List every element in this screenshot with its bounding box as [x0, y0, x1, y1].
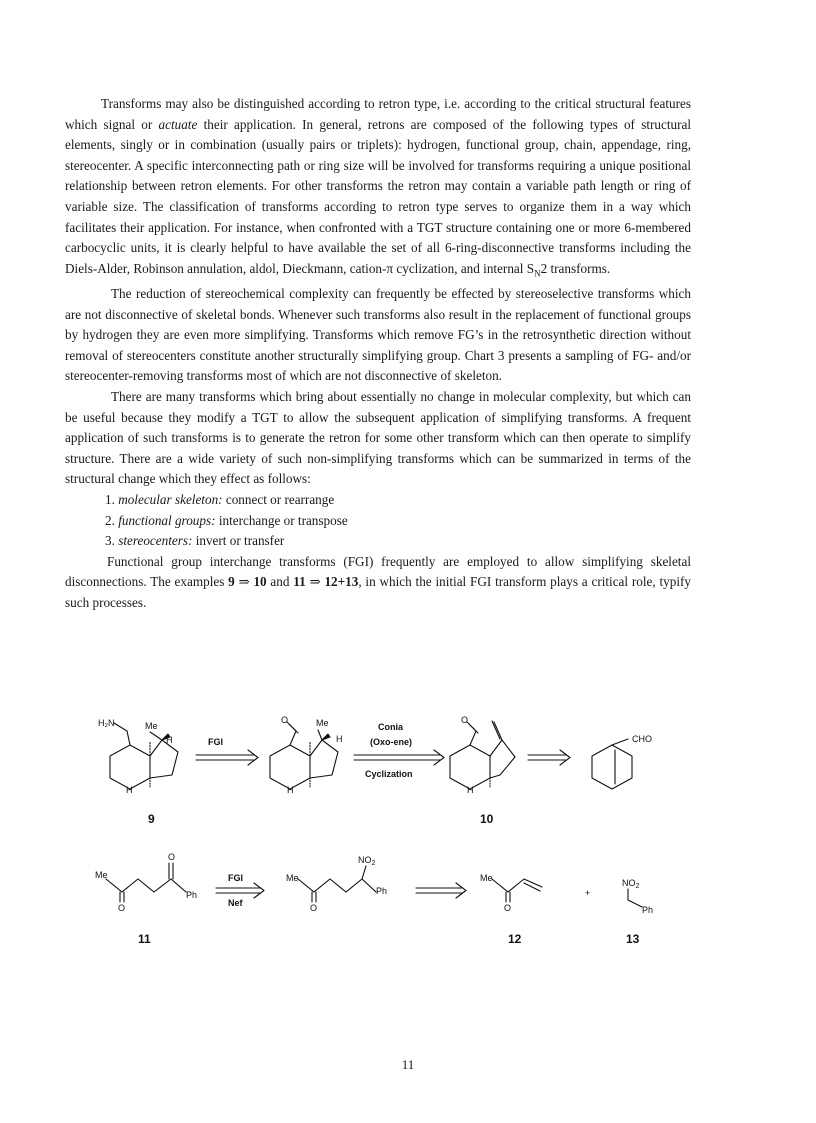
- compound-ref: 10: [253, 574, 267, 590]
- subscript-n: N: [534, 268, 541, 279]
- nitro-intermediate-structure: [286, 855, 387, 913]
- page-number: 11: [401, 1057, 415, 1072]
- oxygen-label: O: [504, 903, 512, 913]
- list-term: molecular skeleton:: [118, 491, 223, 507]
- compound-ref: 12+13: [324, 574, 359, 590]
- text-run: Functional group interchange transforms (FGI) frequently are employed to allow simplifying skeletal disconnections. The examples: [65, 553, 691, 590]
- emphasis-actuate: actuate: [158, 116, 198, 132]
- list-term: stereocenters:: [118, 533, 193, 549]
- arrow-label-fgi: FGI: [228, 873, 243, 883]
- compound-11-structure: [95, 852, 197, 913]
- list-text: interchange or transpose: [215, 512, 348, 528]
- list-number: 1.: [105, 491, 115, 507]
- phenyl-label: Ph: [642, 905, 654, 915]
- plus-sign: +: [585, 888, 591, 898]
- methyl-label: Me: [145, 721, 158, 731]
- text-run: cyclization, and internal S: [393, 260, 535, 276]
- hydrogen-label: H: [287, 785, 294, 795]
- arrow-label-nef: Nef: [228, 898, 243, 908]
- paragraph-non-simplifying: There are many transforms which bring about essentially no change in molecular complexity, but which can be useful because they modify a TGT to allow the subsequent application of simplifying transforms. A frequent application of such transforms is to generate the retron for some other transform which can then operate to simplify structure. There are a wide variety of such non-simplifying transforms which can be summarized in terms of the structural change which they effect as follows:: [65, 388, 691, 487]
- phenyl-label: Ph: [186, 890, 198, 900]
- oxygen-label: O: [461, 715, 469, 725]
- scheme-2: [95, 852, 653, 946]
- compound-13-structure: [622, 878, 653, 915]
- methyl-label: Me: [480, 873, 493, 883]
- pi-symbol: π: [386, 260, 394, 276]
- oxygen-label: O: [168, 852, 176, 862]
- fgi-nef-retro-arrow: [216, 873, 264, 908]
- nitro-label: $NO_2$: [358, 855, 376, 867]
- compound-10-structure: [450, 715, 515, 795]
- nitro-label: $NO_2$: [622, 878, 640, 890]
- arrow-label-fgi: FGI: [208, 737, 223, 747]
- retro-arrow: [416, 883, 466, 898]
- text-run: their application. In general, retrons are composed of the following types of structural elements, singly or in combination (usually pairs or triplets): hydrogen, functional group, chain, appendage, ring, stereocenter. A specific interconnecting path or ring size will be involved for transforms requiring a unique positional relationship between retron elements. For other transforms the retron may contain a variable path length or ring of variable size. The classification of transforms according to retron type serves to organize them in a way which facilitates their application. For instance, when confronted with a TGT structure containing one or more 6-membered carbocyclic units, it is clearly helpful to have available the set of all 6-ring-disconnective transforms including the Diels-Alder, Robinson annulation, aldol, Dieckmann, cation-: [65, 116, 691, 276]
- methyl-label: Me: [316, 718, 329, 728]
- methyl-label: Me: [286, 873, 299, 883]
- hydrogen-label: H: [336, 734, 343, 744]
- compound-9-structure: [98, 718, 178, 795]
- compound-label-11: 11: [138, 932, 151, 946]
- phenyl-label: Ph: [376, 886, 388, 896]
- list-term: functional groups:: [118, 512, 216, 528]
- text-run: 2 transforms.: [540, 260, 611, 276]
- list-text: connect or rearrange: [222, 491, 335, 507]
- list-number: 2.: [105, 512, 115, 528]
- conia-retro-arrow: [354, 722, 444, 779]
- oxygen-label: O: [281, 715, 289, 725]
- amine-label: H₂N: [98, 718, 115, 728]
- compound-label-13: 13: [626, 932, 640, 946]
- aldehyde-label: CHO: [632, 734, 652, 744]
- arrow-label-cyclization: Cyclization: [365, 769, 413, 779]
- list-text: invert or transfer: [192, 533, 285, 549]
- text-run: Transforms may also be distinguished according to retron type, i.e. according to the critical structural features which signal or: [65, 96, 691, 132]
- compound-12-structure: [480, 873, 542, 913]
- scheme-1: [98, 715, 652, 826]
- compound-ref: 9: [228, 574, 235, 590]
- retro-arrow: [528, 750, 570, 765]
- methyl-label: Me: [95, 870, 108, 880]
- retro-arrow: ⇒: [305, 574, 325, 590]
- retro-arrow: ⇒: [234, 574, 254, 590]
- paragraph-stereochemical: The reduction of stereochemical complexity can frequently be effected by stereoselective transforms which are not disconnective of skeletal bonds. Whenever such transforms also result in the replacement of functional groups by hydrogen they are even more simplifying. Transforms which remove FG’s in the retrosynthetic direction without removal of stereocenters constitute another structurally simplifying group. Chart 3 presents a sampling of FG- and/or stereocenter-removing transforms most of which are not disconnective of skeleton.: [65, 285, 691, 384]
- hydrogen-label: H: [166, 735, 173, 745]
- hydrogen-label: H: [467, 785, 474, 795]
- compound-label-9: 9: [148, 812, 155, 826]
- arrow-label-oxo-ene: (Oxo-ene): [370, 737, 413, 747]
- oxygen-label: O: [118, 903, 126, 913]
- oxygen-label: O: [310, 903, 318, 913]
- compound-label-12: 12: [508, 932, 522, 946]
- compound-label-10: 10: [480, 812, 494, 826]
- arrow-label-conia: Conia: [378, 722, 404, 732]
- text-run: and: [266, 574, 294, 590]
- text-run: , in which the initial FGI transform plays a critical role, typify such processes.: [65, 574, 691, 610]
- list-number: 3.: [105, 533, 115, 549]
- cyclohexene-carbaldehyde-structure: [592, 734, 652, 789]
- fgi-retro-arrow: [196, 737, 258, 765]
- hydrogen-label: H: [126, 785, 133, 795]
- compound-ref: 11: [293, 574, 306, 590]
- aldehyde-intermediate-structure: [270, 715, 343, 795]
